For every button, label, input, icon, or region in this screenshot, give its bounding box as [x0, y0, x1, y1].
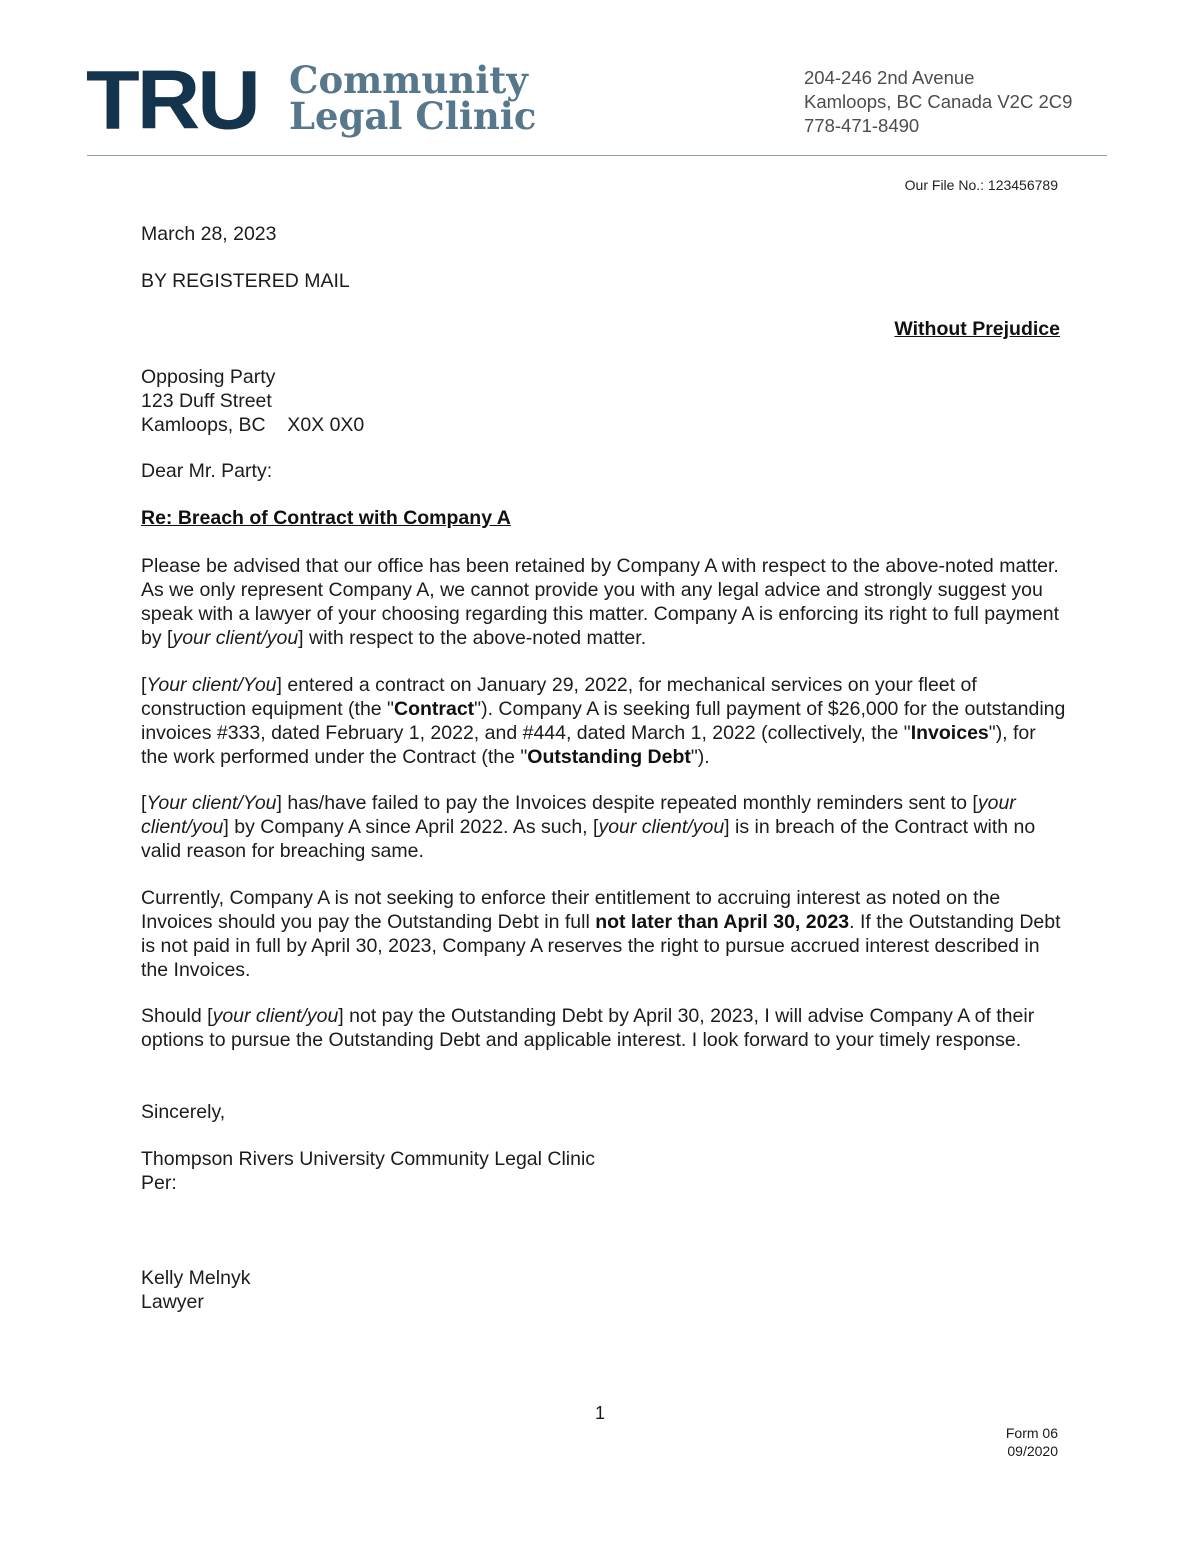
firm-signature-block: [141, 1147, 595, 1195]
placeholder-text: Your client/You: [146, 792, 277, 814]
placeholder-text: your client/you: [212, 1005, 339, 1027]
text-run: ] by Company A since April 2022. As such, [: [223, 816, 599, 838]
form-number: Form 06: [1005, 1425, 1058, 1441]
paragraph-retained: [141, 554, 1066, 650]
text-run: ] not pay the Outstanding Debt by April 30, 2023, I will advise Company A of their options to pursue the Outstanding Debt and applicable interest. I look forward to your timely response.: [141, 1005, 1035, 1051]
text-run: ] has/have failed to pay the Invoices despite repeated monthly reminders sent to [: [276, 792, 978, 814]
text-run: [: [141, 792, 147, 814]
logo-clinic-name: [289, 58, 537, 138]
text-run: Please be advised that our office has been retained by Company A with respect to the above-noted matter. As we only represent Company A, we cannot provide you with any legal advice and strongly suggest you speak with a lawyer of your choosing regarding this matter. Company A is enforcing its right to full payment by [: [141, 555, 1060, 649]
mail-method: BY REGISTERED MAIL: [141, 270, 350, 292]
logo-line-community: Community: [289, 58, 528, 102]
signer-name: Kelly Melnyk: [141, 1267, 251, 1289]
address-phone: 778-471-8490: [804, 115, 920, 136]
salutation: Dear Mr. Party:: [141, 460, 273, 482]
placeholder-text: your client/you: [598, 816, 725, 838]
paragraph-contract: [141, 673, 1066, 769]
recipient-street: 123 Duff Street: [141, 390, 272, 412]
text-run: ").: [690, 746, 710, 768]
firm-name: Thompson Rivers University Community Legal Clinic: [141, 1148, 596, 1170]
page-number: 1: [594, 1403, 605, 1423]
per-label: Per:: [141, 1172, 177, 1194]
placeholder-text: your client/you: [172, 627, 299, 649]
address-city: Kamloops, BC Canada V2C 2C9: [804, 91, 1073, 112]
paragraph-options: [141, 1004, 1066, 1052]
text-run: ] entered a contract on January 29, 2022, for mechanical services on your fleet of construction equipment (the ": [141, 674, 977, 720]
signer-block: [141, 1266, 250, 1314]
text-run: [: [141, 674, 147, 696]
text-run: "). Company A is seeking full payment of $26,000 for the outstanding invoices #333, dated February 1, 2022, and #444, dated March 1, 2022 (collectively, the ": [141, 698, 1066, 744]
subject-line: Re: Breach of Contract with Company A: [141, 507, 511, 529]
letter-date: March 28, 2023: [141, 223, 277, 245]
placeholder-text: Your client/You: [146, 674, 277, 696]
defined-term: Contract: [393, 698, 475, 720]
defined-term: Outstanding Debt: [527, 746, 691, 768]
placeholder-text: your client/you: [141, 792, 1016, 838]
logo-line-legal-clinic: Legal Clinic: [289, 94, 537, 138]
file-number: Our File No.: 123456789: [904, 177, 1058, 193]
text-run: ] is in breach of the Contract with no valid reason for breaching same.: [141, 816, 1036, 862]
paragraph-interest: [141, 886, 1066, 982]
logo-tru: TRU: [86, 52, 258, 147]
form-date: 09/2020: [1007, 1443, 1058, 1459]
text-run: Currently, Company A is not seeking to enforce their entitlement to accruing interest as noted on the Invoices should you pay the Outstanding Debt in full: [141, 887, 1001, 933]
address-street: 204-246 2nd Avenue: [804, 67, 975, 88]
defined-term: not later than April 30, 2023: [595, 911, 850, 933]
text-run: ] with respect to the above-noted matter.: [298, 627, 647, 649]
defined-term: Invoices: [910, 722, 989, 744]
signer-title: Lawyer: [141, 1291, 204, 1313]
text-run: . If the Outstanding Debt is not paid in full by April 30, 2023, Company A reserves the right to pursue accrued interest described in the Invoices.: [141, 911, 1061, 981]
clinic-address: [804, 66, 1072, 138]
text-run: "), for the work performed under the Contract (the ": [141, 722, 1036, 768]
letterhead-divider: [87, 155, 1107, 156]
without-prejudice-heading: Without Prejudice: [894, 318, 1060, 340]
form-info: [1006, 1424, 1058, 1460]
recipient-name: Opposing Party: [141, 366, 276, 388]
recipient-address: [141, 365, 364, 437]
closing: Sincerely,: [141, 1101, 226, 1123]
paragraph-breach: [141, 791, 1066, 863]
text-run: Should [: [141, 1005, 213, 1027]
recipient-city: Kamloops, BC X0X 0X0: [141, 414, 365, 436]
